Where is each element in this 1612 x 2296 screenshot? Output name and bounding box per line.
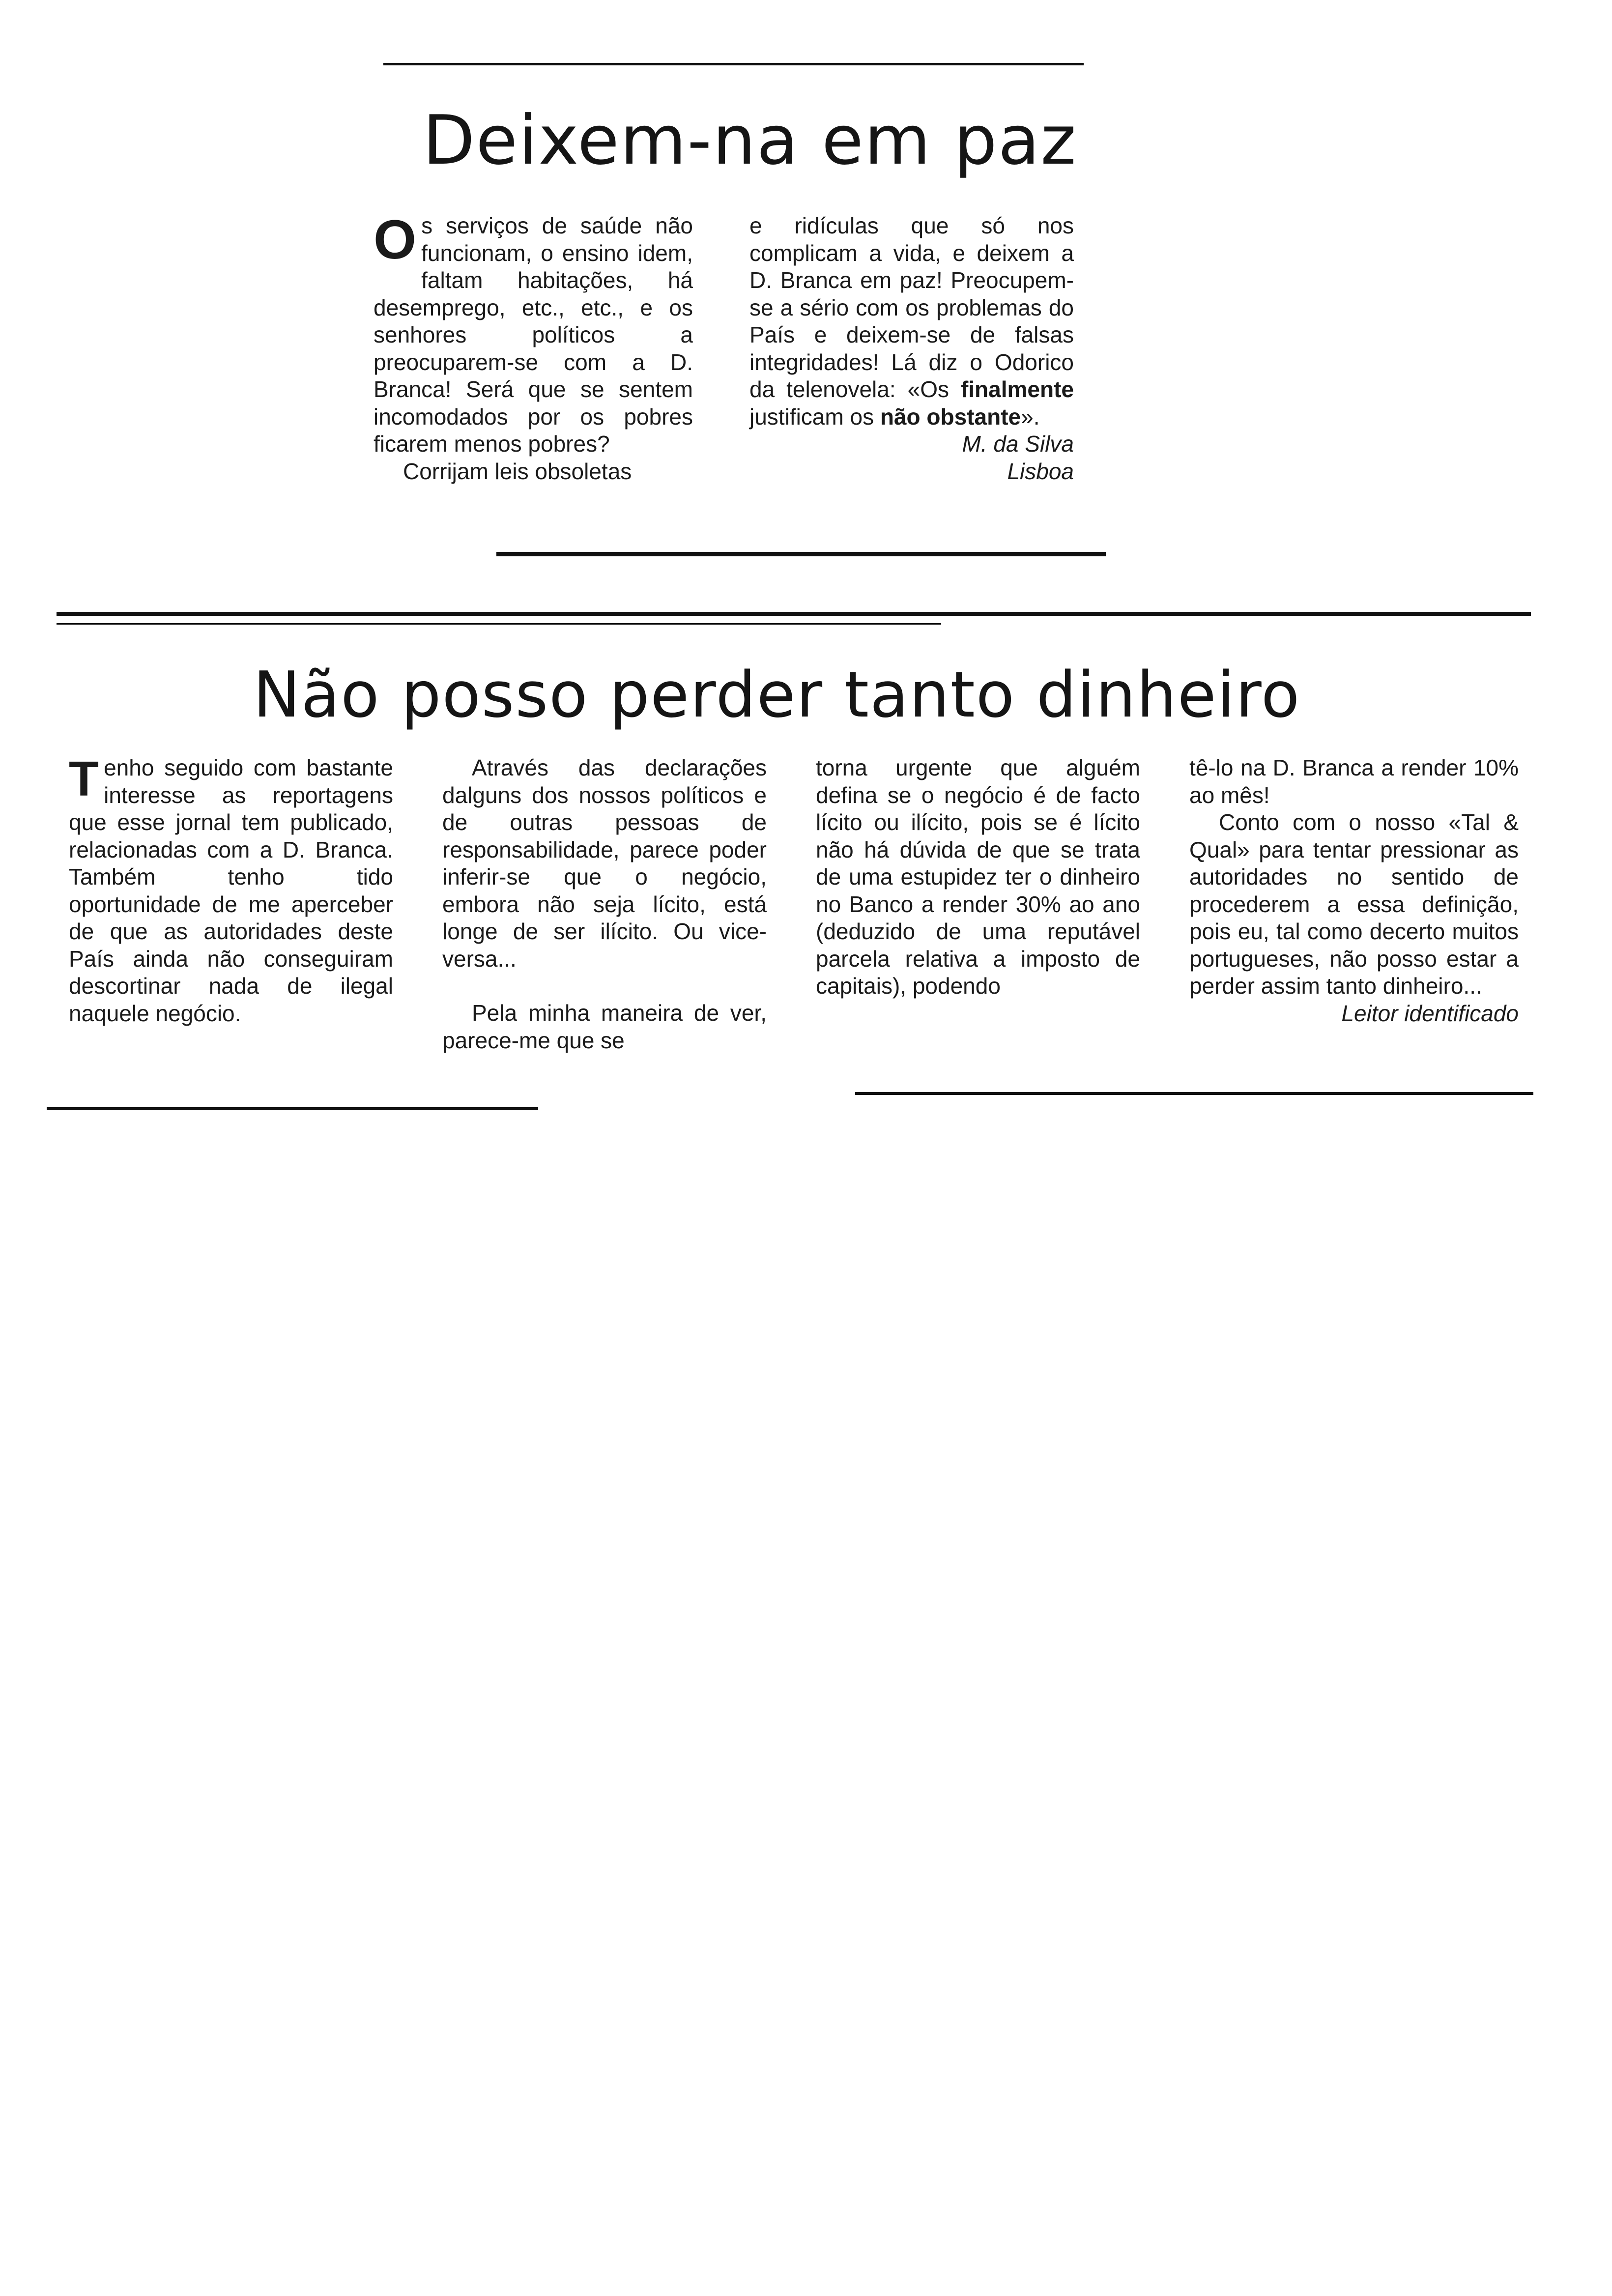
article1-bottom-rule [496,552,1106,556]
article1-column-2 [749,212,1074,485]
article2-col2-paragraph-1: Através das declarações dalguns dos nossos políticos e de outras pessoas de responsabilidade, parece poder inferir-se que o negócio, embora não seja lícito, está longe de ser ilícito. Ou vice-versa... [442,755,767,972]
article1-col1-paragraph-2: Corrijam leis obsoletas [403,458,632,484]
article2-dropcap: T [69,751,99,806]
top-rule [383,63,1084,65]
separator-rule [57,612,1531,616]
article2-column-2 [442,754,767,1054]
article1-dropcap: O [374,209,417,270]
article2-col2-paragraph-2: Pela minha maneira de ver, parece-me que se [442,1000,767,1053]
article1-author: M. da Silva [962,431,1074,457]
article2-bottom-rule-right [855,1092,1533,1095]
article2-column-3 [816,754,1140,1000]
article2-column-4 [1189,754,1519,1027]
article2-bottom-rule-left [47,1107,538,1110]
article2-column-1 [69,751,393,1027]
bold-nao-obstante: não obstante [880,403,1021,430]
article1-col2-paragraph-1: e ridículas que só nos complicam a vida, e deixem a D. Branca em paz! Preocupem-se a sério com os problemas do País e deixem-se de falsas integridades! Lá diz o Odorico da telenovela: «Os finalmente justificam os não obstante». [749,213,1074,430]
bold-finalmente: finalmente [960,376,1074,402]
article2-col1-paragraph-1: enho seguido com bastante interesse as reportagens que esse jornal tem publicado, relacionadas com a D. Branca. Também tenho tido oportunidade de me aperceber de que as autoridades deste País ainda não conseguiram descortinar nada de ilegal naquele negócio. [69,755,393,1026]
separator-rule-thin [57,623,941,625]
article2-author: Leitor identificado [1341,1000,1519,1026]
article2-col3-paragraph-1: torna urgente que alguém defina se o negócio é de facto lícito ou ilícito, pois se é lícito não há dúvida de que se trata de uma estupidez ter o dinheiro no Banco a render 30% ao ano (deduzido de uma reputável parcela relativa a imposto de capitais), podendo [816,755,1140,999]
article1-col1-paragraph-1: s serviços de saúde não funcionam, o ensino idem, faltam habitações, há desemprego, etc., etc., e os senhores políticos a preocuparem-se com a D. Branca! Será que se sentem incomodados por os pobres ficarem menos pobres? [374,213,693,457]
article2-col4-paragraph-1: tê-lo na D. Branca a render 10% ao mês! [1189,755,1519,808]
article1-city: Lisboa [1007,458,1074,484]
article2-col4-paragraph-2: Conto com o nosso «Tal & Qual» para tentar pressionar as autoridades no sentido de procederem a essa definição, pois eu, tal como decerto muitos portugueses, não posso estar a perder assim tanto dinheiro... [1189,809,1519,999]
article1-title: Deixem-na em paz [423,101,1077,180]
article1-column-1 [374,209,693,485]
article2-title: Não posso perder tanto dinheiro [253,659,1301,732]
